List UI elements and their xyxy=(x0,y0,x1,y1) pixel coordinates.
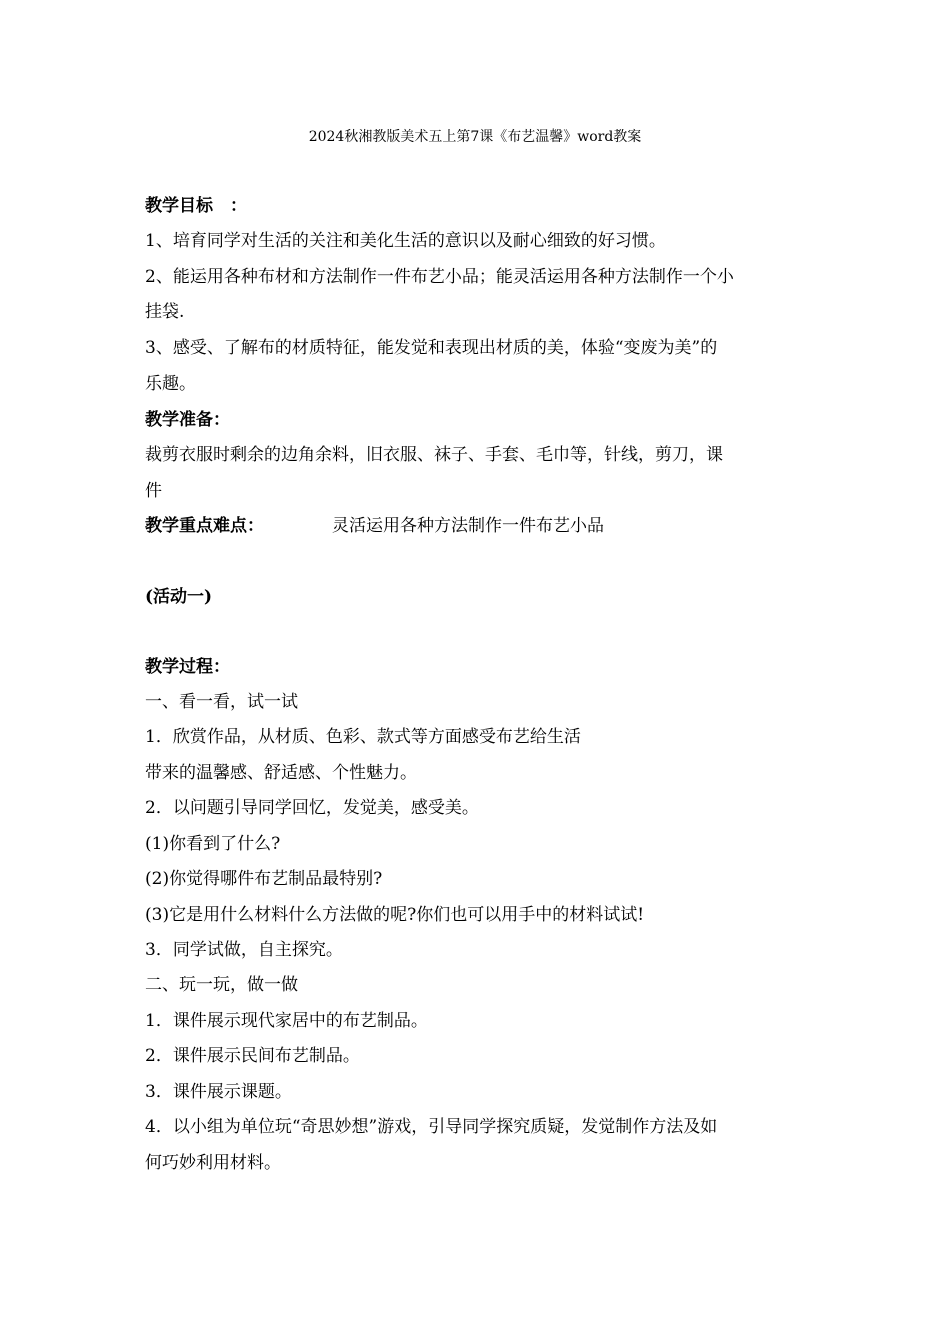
process-line: 1．欣赏作品，从材质、色彩、款式等方面感受布艺给生活 xyxy=(145,727,581,747)
goal-line: 挂袋. xyxy=(145,302,185,322)
process-line: 2．以问题引导同学回忆，发觉美，感受美。 xyxy=(145,798,479,818)
goals-heading: 教学目标 ： xyxy=(145,196,247,216)
goal-line: 乐趣。 xyxy=(145,374,196,394)
document-title: 2024秋湘教版美术五上第7课《布艺温馨》word教案 xyxy=(308,129,642,145)
process-line: 带来的温馨感、舒适感、个性魅力。 xyxy=(145,763,417,783)
prep-line: 裁剪衣服时剩余的边角余料，旧衣服、袜子、手套、毛巾等，针线，剪刀，课 xyxy=(145,445,723,465)
process-line: 一、看一看，试一试 xyxy=(145,692,298,712)
activity-label: (活动一) xyxy=(145,587,213,607)
goal-line: 3、感受、了解布的材质特征，能发觉和表现出材质的美，体验“变废为美”的 xyxy=(145,338,718,358)
prep-heading: 教学准备： xyxy=(145,410,230,430)
process-line: 1．课件展示现代家居中的布艺制品。 xyxy=(145,1011,428,1031)
process-line: 4．以小组为单位玩“奇思妙想”游戏，引导同学探究质疑，发觉制作方法及如 xyxy=(145,1117,718,1137)
key-points-value: 灵活运用各种方法制作一件布艺小品 xyxy=(332,516,604,536)
prep-line: 件 xyxy=(145,481,162,501)
process-line: 3．同学试做，自主探究。 xyxy=(145,940,343,960)
goal-line: 2、能运用各种布材和方法制作一件布艺小品；能灵活运用各种方法制作一个小 xyxy=(145,267,734,287)
goal-line: 1、培育同学对生活的关注和美化生活的意识以及耐心细致的好习惯。 xyxy=(145,231,666,251)
key-points-label: 教学重点难点： xyxy=(145,516,264,536)
process-line: (2)你觉得哪件布艺制品最特别? xyxy=(145,869,383,889)
key-points-row xyxy=(145,514,815,538)
process-line: 2．课件展示民间布艺制品。 xyxy=(145,1046,360,1066)
process-heading: 教学过程： xyxy=(145,657,230,677)
process-line: 二、玩一玩，做一做 xyxy=(145,975,298,995)
process-line: 3．课件展示课题。 xyxy=(145,1082,292,1102)
process-line: 何巧妙利用材料。 xyxy=(145,1153,281,1173)
process-line: (3)它是用什么材料什么方法做的呢?你们也可以用手中的材料试试! xyxy=(145,905,645,925)
process-line: (1)你看到了什么? xyxy=(145,834,281,854)
